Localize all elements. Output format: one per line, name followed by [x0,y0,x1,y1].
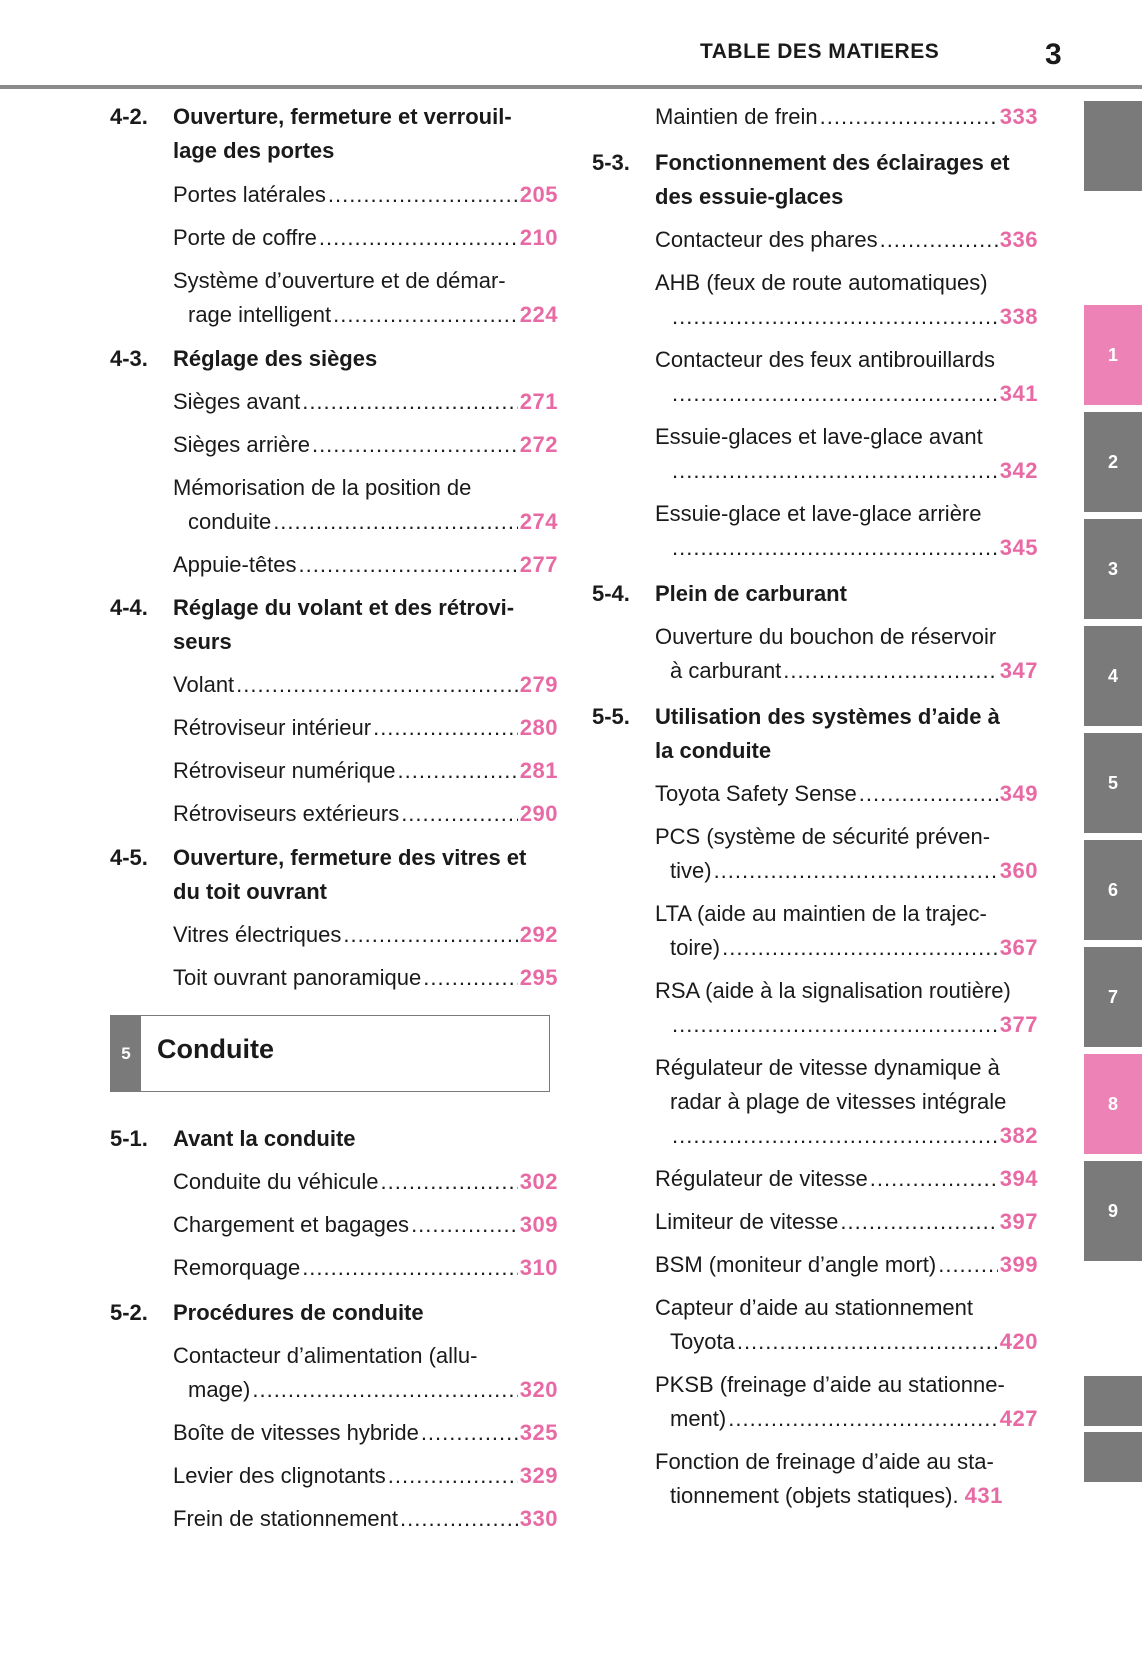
toc-entry[interactable] [655,777,1038,811]
toc-entry[interactable] [173,428,558,462]
toc-page-number: 295 [519,965,558,990]
toc-entry[interactable] [173,548,558,582]
section-title: Fonctionnement des éclairages et des essuie-glaces [655,150,1010,209]
toc-entry[interactable] [173,1416,558,1450]
section-heading-4-5[interactable] [110,841,550,909]
leader-dots [714,854,998,888]
toc-entry-label: Chargement et bagages [173,1212,410,1237]
toc-page-number: 367 [999,935,1038,960]
toc-entry[interactable] [173,711,558,745]
toc-entry[interactable] [173,961,558,995]
toc-page-number: 309 [519,1212,558,1237]
toc-page-number: 302 [519,1169,558,1194]
leader-dots [252,1373,517,1407]
toc-page-number: 341 [999,381,1038,406]
section-title: Utilisation des systèmes d’aide à la conduite [655,704,1000,763]
leader-dots [859,777,998,811]
leader-dots [820,100,998,134]
toc-entry[interactable] [173,385,558,419]
side-tab-4[interactable]: 4 [1084,626,1142,726]
toc-entry-label: RSA (aide à la signalisation routière) [655,978,1011,1003]
toc-entry[interactable] [173,1165,558,1199]
side-tab-blank-top[interactable] [1084,101,1142,191]
toc-entry-label: Rétroviseurs extérieurs [173,801,400,826]
section-title: Procédures de conduite [173,1300,424,1325]
side-tab-blank-bottom-2[interactable] [1084,1432,1142,1482]
toc-entry-label: Ouverture du bouchon de réservoir [655,624,997,649]
toc-entry[interactable] [173,1502,558,1536]
toc-entry-label: tionnement (objets statiques). [670,1483,959,1508]
section-heading-4-4[interactable] [110,591,550,659]
toc-entry-label: PCS (système de sécurité préven- [655,824,991,849]
toc-page-number: 280 [519,715,558,740]
toc-page-number: 394 [999,1166,1038,1191]
leader-dots [273,505,518,539]
toc-entry[interactable] [173,471,558,539]
leader-dots [722,931,998,965]
toc-entry-label: tive) [670,858,712,883]
leader-dots [421,1416,518,1450]
toc-page-number: 360 [999,858,1038,883]
toc-page-number: 292 [519,922,558,947]
toc-entry-label: Essuie-glaces et lave-glace avant [655,424,983,449]
toc-entry-label: Sièges arrière [173,432,310,457]
leader-dots [373,711,518,745]
toc-entry-label: LTA (aide au maintien de la trajec- [655,901,987,926]
leader-dots [672,531,998,565]
toc-entry-label: Rétroviseur intérieur [173,715,372,740]
chapter-title: Conduite [157,1034,274,1064]
side-tab-3[interactable]: 3 [1084,519,1142,619]
toc-entry-label: Rétroviseur numérique [173,758,396,783]
section-number: 5-1. [110,1126,148,1151]
toc-entry-label: Remorquage [173,1255,301,1280]
toc-entry-label: Toyota [670,1329,735,1354]
leader-dots [870,1162,998,1196]
section-heading-5-3[interactable] [592,146,1042,214]
toc-entry[interactable] [655,1445,1038,1513]
toc-entry-label: Régulateur de vitesse [655,1166,868,1191]
toc-entry[interactable] [655,1291,1038,1359]
toc-page-number: 349 [999,781,1038,806]
toc-entry-label: Frein de stationnement [173,1506,399,1531]
section-title: Avant la conduite [173,1126,356,1151]
toc-page-number: 272 [519,432,558,457]
leader-dots [672,377,998,411]
leader-dots [401,797,518,831]
toc-page-number: 330 [519,1506,558,1531]
toc-page-number: 277 [519,552,558,577]
leader-dots [299,548,518,582]
toc-entry[interactable] [173,1459,558,1493]
toc-entry-label: Toit ouvrant panoramique [173,965,422,990]
leader-dots [328,178,518,212]
toc-page-number: 329 [519,1463,558,1488]
leader-dots [236,668,518,702]
toc-entry-label: Capteur d’aide au stationnement [655,1295,973,1320]
toc-entry[interactable] [173,221,558,255]
section-number: 5-3. [592,150,630,175]
toc-entry-label: Levier des clignotants [173,1463,386,1488]
section-number: 4-5. [110,845,148,870]
section-number: 5-4. [592,581,630,606]
toc-entry-label: Volant [173,672,235,697]
toc-entry-label: Appuie-têtes [173,552,297,577]
toc-entry-label: Contacteur des feux antibrouillards [655,347,995,372]
toc-entry-label: Porte de coffre [173,225,317,250]
section-number: 5-5. [592,704,630,729]
toc-entry[interactable] [655,1051,1038,1153]
toc-page-number: 420 [999,1329,1038,1354]
toc-entry-label: Sièges avant [173,389,301,414]
toc-entry[interactable] [655,1205,1038,1239]
toc-entry[interactable] [655,1248,1038,1282]
side-tab-9[interactable]: 9 [1084,1161,1142,1261]
side-tab-8[interactable]: 8 [1084,1054,1142,1154]
toc-entry-label: conduite [188,509,272,534]
leader-dots [672,300,998,334]
section-number: 4-2. [110,104,148,129]
toc-entry-label: Mémorisation de la position de [173,475,472,500]
toc-page-number: 338 [999,304,1038,329]
toc-page-number: 325 [519,1420,558,1445]
toc-entry-label: Toyota Safety Sense [655,781,857,806]
toc-page-number: 377 [999,1012,1038,1037]
section-title: Réglage du volant et des rétrovi- seurs [173,595,515,654]
toc-entry-label: rage intelligent [188,302,332,327]
toc-entry[interactable] [173,668,558,702]
toc-entry[interactable] [655,1162,1038,1196]
side-tab-blank-bottom-1[interactable] [1084,1376,1142,1426]
leader-dots [411,1208,518,1242]
section-title: Réglage des sièges [173,346,378,371]
toc-entry[interactable] [655,343,1038,411]
leader-dots [783,654,997,688]
leader-dots [388,1459,518,1493]
toc-entry[interactable] [655,820,1038,888]
toc-entry[interactable] [173,264,558,332]
toc-entry-label: Fonction de freinage d’aide au sta- [655,1449,994,1474]
leader-dots [319,221,518,255]
section-number: 4-4. [110,595,148,620]
toc-entry[interactable] [655,1368,1038,1436]
section-heading-5-1[interactable] [110,1122,550,1156]
toc-entry-label: AHB (feux de route automatiques) [655,270,988,295]
section-heading-4-2[interactable] [110,100,550,168]
header-rule [0,85,1142,89]
toc-entry[interactable] [173,1339,558,1407]
toc-entry-label: Système d’ouverture et de démar- [173,268,506,293]
toc-page-number: 290 [519,801,558,826]
toc-page-number: 345 [999,535,1038,560]
toc-page-number: 279 [519,672,558,697]
toc-entry-label: Régulateur de vitesse dynamique à [655,1055,1000,1080]
leader-dots [672,1119,998,1153]
leader-dots [880,223,998,257]
leader-dots [672,1008,998,1042]
toc-page-number: 320 [519,1377,558,1402]
toc-entry-label: à carburant [670,658,782,683]
toc-page-number: 397 [999,1209,1038,1234]
toc-entry-label: Contacteur des phares [655,227,878,252]
toc-entry-label: PKSB (freinage d’aide au stationne- [655,1372,1005,1397]
toc-entry-label: ment) [670,1406,727,1431]
toc-page-number: 382 [999,1123,1038,1148]
toc-entry-label: Conduite du véhicule [173,1169,379,1194]
page-number: 3 [1045,38,1062,71]
leader-dots [728,1402,998,1436]
toc-entry[interactable] [655,100,1038,134]
section-title: Ouverture, fermeture et verrouil- lage des portes [173,104,512,163]
toc-entry[interactable] [655,897,1038,965]
toc-entry[interactable] [655,620,1038,688]
leader-dots [333,298,518,332]
side-tab-5[interactable]: 5 [1084,733,1142,833]
toc-page-number: 274 [519,509,558,534]
leader-dots [840,1205,997,1239]
chapter-header[interactable] [110,1015,550,1092]
leader-dots [938,1248,998,1282]
section-heading-4-3[interactable] [110,342,550,376]
toc-page-number: 224 [519,302,558,327]
toc-entry[interactable] [173,1208,558,1242]
toc-entry[interactable] [655,223,1038,257]
section-heading-5-5[interactable] [592,700,1032,768]
side-tab-7[interactable]: 7 [1084,947,1142,1047]
leader-dots [400,1502,518,1536]
toc-entry-label: mage) [188,1377,251,1402]
toc-entry[interactable] [173,178,558,212]
toc-entry[interactable] [173,754,558,788]
side-tab-1[interactable]: 1 [1084,305,1142,405]
toc-page-number: 281 [519,758,558,783]
toc-page-number: 205 [519,182,558,207]
toc-entry-label: Essuie-glace et lave-glace arrière [655,501,982,526]
toc-page-number: 431 [964,1483,1003,1508]
toc-page-number: 347 [999,658,1038,683]
leader-dots [737,1325,998,1359]
side-tab-2[interactable]: 2 [1084,412,1142,512]
leader-dots [302,1251,518,1285]
section-number: 5-2. [110,1300,148,1325]
side-tab-6[interactable]: 6 [1084,840,1142,940]
toc-page-number: 333 [999,104,1038,129]
toc-entry[interactable] [655,266,1038,334]
toc-page-number: 427 [999,1406,1038,1431]
leader-dots [380,1165,517,1199]
toc-entry[interactable] [173,918,558,952]
toc-entry-label: Vitres électriques [173,922,342,947]
toc-entry-label: Maintien de frein [655,104,818,129]
toc-page-number: 210 [519,225,558,250]
section-title: Ouverture, fermeture des vitres et du toit ouvrant [173,845,527,904]
leader-dots [343,918,517,952]
toc-page-number: 271 [519,389,558,414]
toc-entry[interactable] [173,1251,558,1285]
leader-dots [302,385,518,419]
leader-dots [672,454,998,488]
leader-dots [312,428,518,462]
header-title: TABLE DES MATIERES [700,40,940,63]
section-heading-5-2[interactable] [110,1296,550,1330]
toc-entry-label: radar à plage de vitesses intégrale [670,1089,1007,1114]
section-title: Plein de carburant [655,581,847,606]
toc-entry[interactable] [655,420,1038,488]
toc-entry-label: toire) [670,935,721,960]
toc-entry[interactable] [173,797,558,831]
toc-entry[interactable] [655,497,1038,565]
toc-entry[interactable] [655,974,1038,1042]
toc-entry-label: BSM (moniteur d’angle mort) [655,1252,937,1277]
toc-page-number: 336 [999,227,1038,252]
toc-entry-label: Portes latérales [173,182,326,207]
toc-page-number: 310 [519,1255,558,1280]
section-heading-5-4[interactable] [592,577,1032,611]
leader-dots [423,961,518,995]
section-number: 4-3. [110,346,148,371]
toc-entry-label: Limiteur de vitesse [655,1209,839,1234]
toc-entry-label: Boîte de vitesses hybride [173,1420,419,1445]
toc-page-number: 399 [999,1252,1038,1277]
toc-entry-label: Contacteur d’alimentation (allu- [173,1343,478,1368]
toc-page-number: 342 [999,458,1038,483]
chapter-number-tab: 5 [111,1016,141,1091]
leader-dots [398,754,518,788]
